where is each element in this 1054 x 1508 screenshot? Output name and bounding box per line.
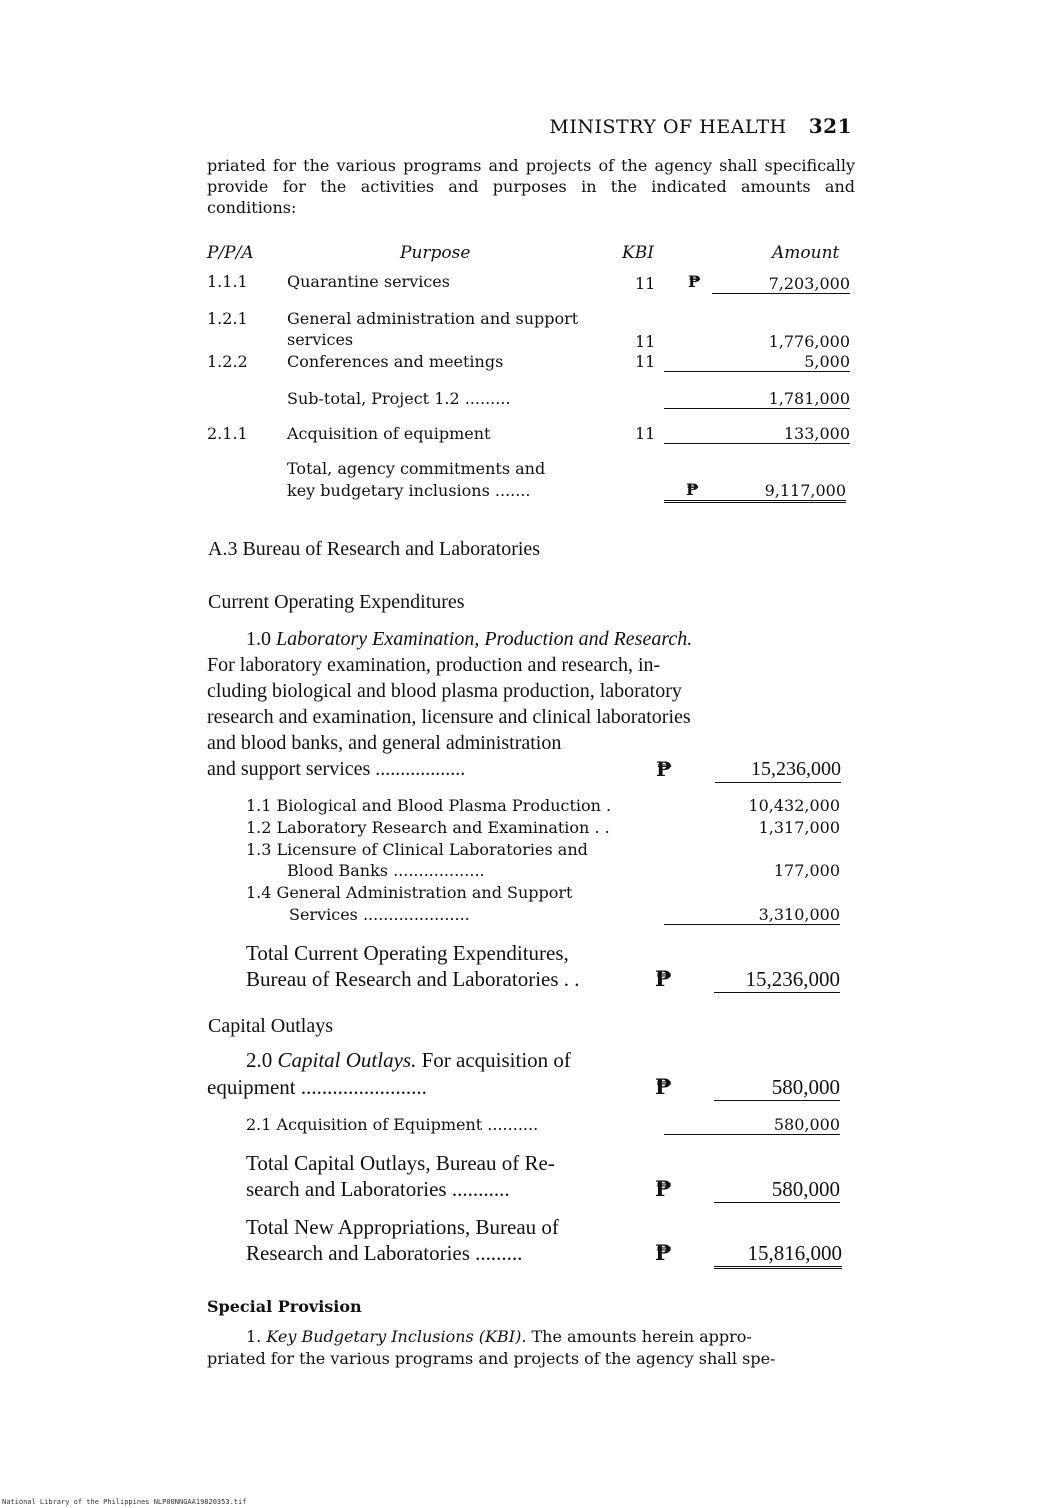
row-ppa: 1.2.2 (207, 352, 248, 371)
subtotal-amount: 1,781,000 (664, 389, 850, 409)
row-kbi: 11 (635, 352, 656, 371)
header-title: MINISTRY OF HEALTH (549, 116, 787, 138)
breakdown-label: 2.1 Acquisition of Equipment .......... (246, 1115, 539, 1134)
row-purpose: Acquisition of equipment (287, 424, 491, 443)
section-title: A.3 Bureau of Research and Laboratories (208, 538, 541, 560)
item-2-heading (246, 1048, 571, 1073)
peso-sign: ₱ (655, 1240, 672, 1265)
breakdown-amount: 10,432,000 (748, 796, 840, 815)
breakdown-label: 1.2 Laboratory Research and Examination . . (246, 818, 610, 837)
breakdown-label: 1.4 General Administration and Support (246, 883, 573, 902)
provision-title: Key Budgetary Inclusions (KBI). (266, 1327, 527, 1346)
special-provision-line-2: priated for the various programs and projects of the agency shall spe- (207, 1349, 776, 1368)
breakdown-label: 1.3 Licensure of Clinical Laboratories and (246, 840, 588, 859)
total-capital-label-cont: search and Laboratories ........... (246, 1177, 510, 1201)
breakdown-amount: 177,000 (773, 861, 840, 880)
total-current-label: Total Current Operating Expenditures, (246, 941, 569, 965)
total-capital-label: Total Capital Outlays, Bureau of Re- (246, 1151, 555, 1175)
peso-sign: ₱ (656, 757, 672, 781)
row-purpose-cont: services (287, 330, 354, 349)
breakdown-label-cont: Services ..................... (289, 905, 470, 924)
row-ppa: 1.1.1 (207, 272, 248, 291)
row-purpose: Conferences and meetings (287, 352, 504, 371)
row-kbi: 11 (635, 424, 656, 443)
row-purpose: General administration and support (287, 309, 579, 328)
row-amount: 5,000 (664, 352, 850, 372)
total-new-label: Total New Appropriations, Bureau of (246, 1215, 559, 1239)
row-amount: 133,000 (664, 424, 850, 444)
row-ppa: 2.1.1 (207, 424, 248, 443)
peso-sign: ₱ (655, 966, 672, 991)
item-2-line: equipment ........................ (207, 1075, 427, 1099)
intro-paragraph: priated for the various programs and projects of the agency shall specifically provide for the activities and purposes in the indicated amounts and conditions: (207, 156, 855, 217)
scan-footer: National Library of the Philippines NLP00NNGAA19820353.tif (2, 1498, 247, 1506)
item-1-line: For laboratory examination, production and research, in- (207, 654, 661, 676)
breakdown-label-cont: Blood Banks .................. (287, 861, 485, 880)
item-1-last-line: and support services .................. (207, 758, 466, 780)
row-purpose: Quarantine services (287, 272, 450, 291)
row-ppa: 1.2.1 (207, 309, 248, 328)
row-kbi: 11 (635, 274, 656, 293)
col-header-kbi: KBI (622, 243, 654, 263)
item-1-number: 1.0 (246, 628, 271, 650)
peso-sign: ₱ (686, 480, 699, 499)
col-header-amount: Amount (772, 243, 840, 263)
item-1-heading (246, 626, 692, 652)
item-1-amount: 15,236,000 (715, 756, 841, 783)
special-provision-line (246, 1327, 752, 1346)
capital-heading: Capital Outlays (208, 1015, 333, 1037)
total-new-amount: 15,816,000 (714, 1241, 842, 1269)
breakdown-label: 1.1 Biological and Blood Plasma Production . (246, 796, 612, 815)
item-1-line: and blood banks, and general administration (207, 732, 562, 754)
total-amount: 9,117,000 (664, 481, 846, 503)
col-header-ppa: P/P/A (207, 243, 254, 263)
row-kbi: 11 (635, 332, 656, 351)
total-label-cont: key budgetary inclusions ....... (287, 481, 531, 500)
provision-text: The amounts herein appro- (531, 1327, 752, 1346)
provision-number: 1. (246, 1327, 262, 1346)
page-header (549, 114, 852, 138)
subtotal-label: Sub-total, Project 1.2 ......... (287, 389, 511, 408)
total-current-label-cont: Bureau of Research and Laboratories . . (246, 967, 580, 991)
breakdown-amount: 3,310,000 (664, 905, 840, 925)
total-capital-amount: 580,000 (714, 1177, 840, 1203)
item-1-title: Laboratory Examination, Production and Research. (276, 628, 693, 650)
breakdown-amount: 1,317,000 (758, 818, 840, 837)
row-amount: 1,776,000 (768, 332, 850, 351)
col-header-purpose: Purpose (400, 243, 471, 263)
row-amount: 7,203,000 (712, 274, 850, 294)
item-1-line: cluding biological and blood plasma production, laboratory (207, 680, 682, 702)
page-number: 321 (808, 114, 852, 138)
peso-sign: ₱ (655, 1176, 672, 1201)
item-2-rest: For acquisition of (421, 1048, 571, 1072)
special-provision-heading: Special Provision (207, 1297, 362, 1316)
item-2-amount: 580,000 (714, 1075, 840, 1101)
peso-sign: ₱ (688, 272, 701, 291)
total-new-label-cont: Research and Laboratories ......... (246, 1241, 523, 1265)
total-label: Total, agency commitments and (287, 459, 546, 478)
current-heading: Current Operating Expenditures (208, 591, 465, 613)
total-current-amount: 15,236,000 (714, 967, 840, 993)
peso-sign: ₱ (655, 1074, 672, 1099)
item-2-title: Capital Outlays. (277, 1048, 417, 1072)
item-2-number: 2.0 (246, 1048, 273, 1072)
breakdown-amount: 580,000 (664, 1115, 840, 1135)
item-1-line: research and examination, licensure and clinical laboratories (207, 706, 691, 728)
